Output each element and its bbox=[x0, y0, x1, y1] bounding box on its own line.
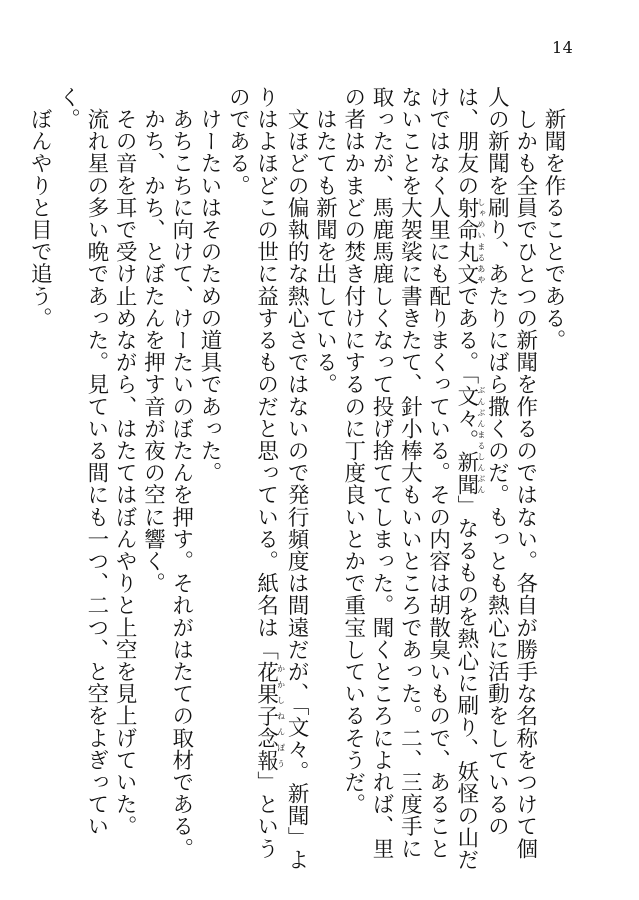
ruby-text bbox=[453, 384, 486, 496]
paragraph bbox=[53, 86, 110, 876]
text-segment: 」というのである。 bbox=[225, 86, 279, 860]
ruby-reading: かかしねんぽう bbox=[276, 660, 286, 772]
paragraph bbox=[110, 86, 138, 876]
paragraph bbox=[539, 86, 567, 876]
vertical-text-body bbox=[27, 86, 567, 876]
ruby-reading: しゃめいまるあや bbox=[476, 196, 486, 285]
text-segment: しかも全員でひとつの新聞を作るのではない。各自が勝手な名称をつけて個人の新聞を刷り、あたりにばら撒くのだ。もっとも熱心に活動をしているのは、朋友の bbox=[453, 86, 538, 860]
text-segment: である。「 bbox=[453, 284, 479, 385]
paragraph bbox=[138, 86, 166, 876]
ruby-text bbox=[453, 196, 486, 285]
paragraph bbox=[25, 86, 53, 876]
paragraph bbox=[166, 86, 194, 876]
text-segment: 文ほどの偏執的な熱心さではないので発行頻度は間遠だが、「文々。新聞」よりはよほどこの世に益するものだと思っている。紙名は「 bbox=[253, 86, 310, 871]
paragraph bbox=[338, 86, 538, 876]
ruby-base: 射命丸文 bbox=[453, 196, 479, 285]
paragraph bbox=[195, 86, 223, 876]
text-segment: ぼんやりと目で追う。 bbox=[27, 108, 53, 330]
paragraph bbox=[223, 86, 310, 876]
text-segment: その音を耳で受け止めながら、はたてはぼんやりと上空を見上げていた。 bbox=[112, 108, 138, 838]
text-segment: 」なるものを熱心に刷り、妖怪の山だけではなく人里にも配りまくっている。その内容は胡散臭いもので、あることないことを大袈裟に書きたて、針小棒大もいいところであった。二、三度手に取ったが、馬鹿馬鹿しくなって投げ捨ててしまった。聞くところによれば、里の者はかまどの焚き付けにするのに丁度良いとかで重宝しているそうだ。 bbox=[340, 86, 479, 871]
ruby-text bbox=[253, 660, 286, 772]
text-segment: あちこちに向けて、けーたいのぼたんを押す。それがはたての取材である。 bbox=[168, 108, 194, 860]
paragraph bbox=[310, 86, 338, 876]
text-segment: 新聞を作ることである。 bbox=[541, 108, 566, 352]
text-segment: はたても新聞を出している。 bbox=[312, 108, 338, 396]
ruby-base: 文々。新聞 bbox=[453, 384, 479, 496]
text-segment: 流れ星の多い晩であった。見ている間にも一つ、二つ、と空をよぎっていく。 bbox=[55, 86, 109, 838]
ruby-reading: ぶんぶんまるしんぶん bbox=[476, 384, 486, 496]
ruby-base: 花果子念報 bbox=[253, 660, 279, 772]
page-number: 14 bbox=[552, 38, 574, 57]
text-segment: かち、かち、とぼたんを押す音が夜の空に響く。 bbox=[140, 108, 166, 595]
text-segment: けーたいはそのための道具であった。 bbox=[197, 108, 223, 484]
